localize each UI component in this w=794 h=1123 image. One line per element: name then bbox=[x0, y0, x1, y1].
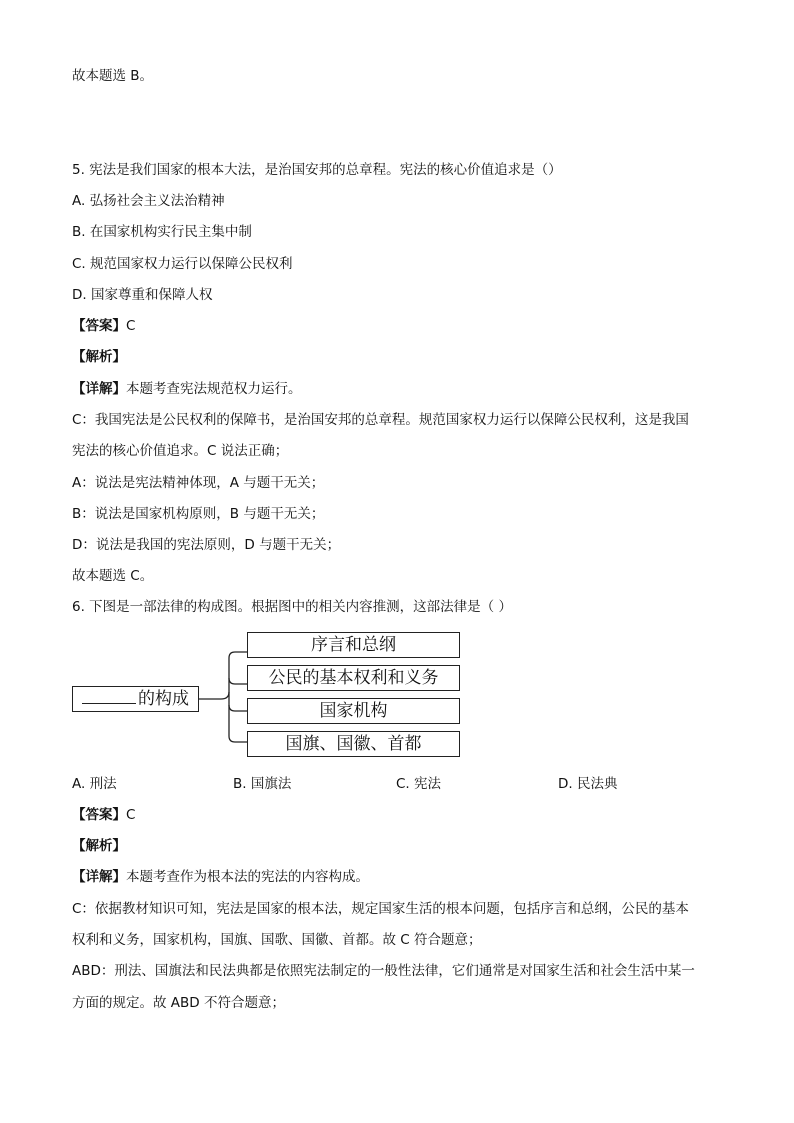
answer-value: C bbox=[126, 807, 136, 823]
option-c: C. 规范国家权力运行以保障公民权利 bbox=[72, 256, 293, 272]
text-line: 方面的规定。故 ABD 不符合题意； bbox=[72, 995, 285, 1011]
diagram-root bbox=[72, 686, 199, 712]
text-line: 故本题选 B。 bbox=[72, 68, 154, 84]
text-line: D：说法是我国的宪法原则，D 与题干无关； bbox=[72, 537, 341, 553]
question-6-stem: 6. 下图是一部法律的构成图。根据图中的相关内容推测，这部法律是（ ） bbox=[72, 599, 512, 615]
option-a: A. 弘扬社会主义法治精神 bbox=[72, 193, 225, 209]
text-line: 故本题选 C。 bbox=[72, 568, 154, 584]
text-line: 权利和义务，国家机构，国旗、国歌、国徽、首都。故 C 符合题意； bbox=[72, 932, 482, 948]
text-line: C：依据教材知识可知，宪法是国家的根本法，规定国家生活的根本问题，包括序言和总纲，公民的基本 bbox=[72, 901, 689, 917]
analysis-tag: 【解析】 bbox=[72, 838, 126, 854]
text-line: B：说法是国家机构原则，B 与题干无关； bbox=[72, 506, 325, 522]
fill-blank bbox=[82, 689, 136, 704]
diagram-brace bbox=[199, 640, 249, 752]
question-5-stem: 5. 宪法是我们国家的根本大法，是治国安邦的总章程。宪法的核心价值追求是（） bbox=[72, 162, 562, 178]
detail-tag: 【详解】 bbox=[72, 381, 126, 397]
detail-text: 本题考查宪法规范权力运行。 bbox=[126, 381, 302, 397]
text-line: 宪法的核心价值追求。C 说法正确； bbox=[72, 443, 289, 459]
answer-tag: 【答案】 bbox=[72, 318, 126, 334]
diagram-item: 国家机构 bbox=[247, 698, 460, 724]
option-b: B. 在国家机构实行民主集中制 bbox=[72, 224, 252, 240]
detail-line bbox=[72, 379, 302, 399]
diagram-item: 序言和总纲 bbox=[247, 632, 460, 658]
answer-tag: 【答案】 bbox=[72, 807, 126, 823]
answer-line bbox=[72, 316, 135, 336]
detail-text: 本题考查作为根本法的宪法的内容构成。 bbox=[126, 869, 369, 885]
q6-option-b: B. 国旗法 bbox=[233, 776, 292, 792]
q6-option-c: C. 宪法 bbox=[396, 776, 442, 792]
text-line: C：我国宪法是公民权利的保障书，是治国安邦的总章程。规范国家权力运行以保障公民权利，这是我国 bbox=[72, 412, 689, 428]
text-line: ABD：刑法、国旗法和民法典都是依照宪法制定的一般性法律，它们通常是对国家生活和社会生活中某一 bbox=[72, 963, 695, 979]
diagram-item: 国旗、国徽、首都 bbox=[247, 731, 460, 757]
analysis-tag: 【解析】 bbox=[72, 349, 126, 365]
answer-value: C bbox=[126, 318, 136, 334]
text-line: A：说法是宪法精神体现，A 与题干无关； bbox=[72, 475, 325, 491]
detail-line bbox=[72, 867, 369, 887]
option-d: D. 国家尊重和保障人权 bbox=[72, 287, 213, 303]
diagram-root-label: 的构成 bbox=[138, 689, 189, 709]
detail-tag: 【详解】 bbox=[72, 869, 126, 885]
q6-option-a: A. 刑法 bbox=[72, 776, 117, 792]
answer-line bbox=[72, 805, 135, 825]
diagram-item: 公民的基本权利和义务 bbox=[247, 665, 460, 691]
q6-option-d: D. 民法典 bbox=[558, 776, 618, 792]
